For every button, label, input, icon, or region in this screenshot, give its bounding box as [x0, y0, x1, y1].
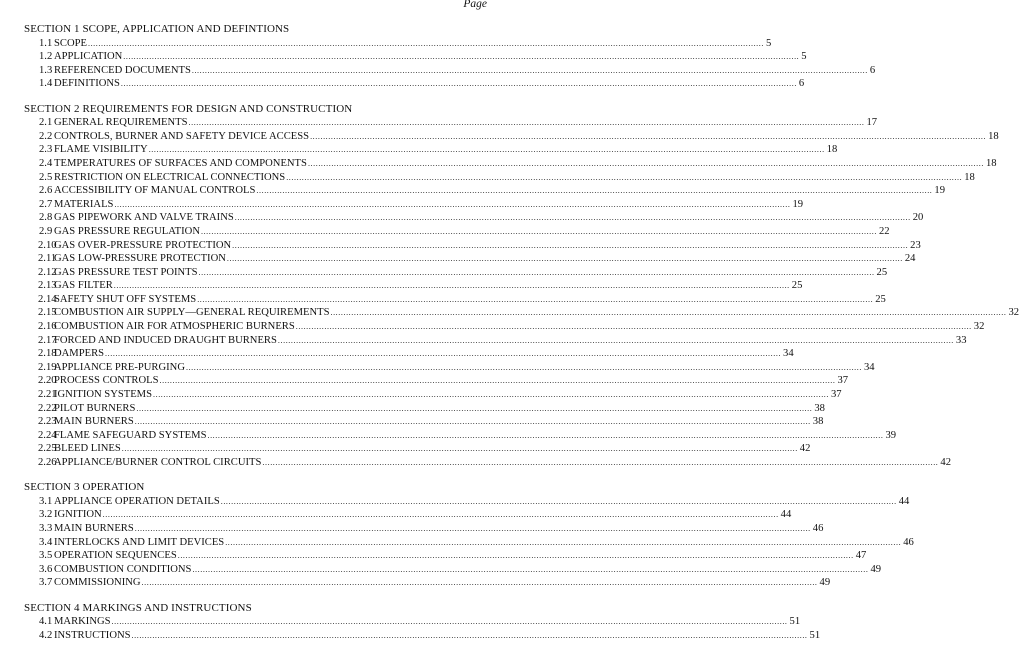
dot-leader: ....................................................................................................................................................................................................................................................................	[141, 578, 818, 588]
entry-page-number: 19	[792, 198, 804, 210]
dot-leader: ....................................................................................................................................................................................................................................................................	[113, 281, 790, 291]
dot-leader: ....................................................................................................................................................................................................................................................................	[102, 510, 779, 520]
entry-page-number: 6	[798, 78, 805, 90]
toc-entry[interactable]	[24, 293, 886, 307]
entry-title: APPLIANCE OPERATION DETAILS	[54, 495, 220, 507]
entry-number: 2.15	[38, 307, 57, 319]
entry-title: COMMISSIONING	[54, 577, 141, 589]
entry-page-number: 19	[934, 185, 945, 197]
entry-title: DAMPERS	[54, 348, 105, 360]
entry-page-number: 34	[783, 348, 794, 360]
dot-leader: ....................................................................................................................................................................................................................................................................	[148, 145, 825, 155]
dot-leader: ....................................................................................................................................................................................................................................................................	[114, 199, 791, 209]
entry-page-number: 25	[876, 266, 888, 278]
dot-leader: ....................................................................................................................................................................................................................................................................	[262, 458, 939, 467]
entry-number: 1.2	[39, 51, 53, 63]
entry-title: BLEED LINES	[54, 443, 121, 455]
entry-number: 2.26	[38, 457, 57, 468]
entry-title: SAFETY SHUT OFF SYSTEMS	[54, 293, 197, 305]
entry-title: TEMPERATURES OF SURFACES AND COMPONENTS	[54, 157, 307, 169]
toc-entry[interactable]	[24, 279, 803, 293]
entry-page-number: 18	[988, 130, 999, 142]
toc-entry[interactable]	[24, 37, 772, 51]
dot-leader: ....................................................................................................................................................................................................................................................................	[191, 65, 868, 75]
entry-title: MATERIALS	[54, 198, 114, 210]
toc-entry[interactable]	[24, 442, 811, 456]
dot-leader: ....................................................................................................................................................................................................................................................................	[185, 362, 862, 372]
entry-title: ACCESSIBILITY OF MANUAL CONTROLS	[54, 185, 256, 197]
toc-entry[interactable]	[24, 211, 924, 225]
toc-entry[interactable]	[24, 334, 967, 348]
section-entries	[24, 37, 876, 91]
entry-number: 2.13	[38, 280, 57, 292]
page-column-label: Page	[463, 0, 487, 10]
entry-number: 2.10	[38, 239, 57, 251]
entry-number: 1.1	[39, 37, 53, 49]
entry-title: SCOPE	[54, 37, 87, 49]
entry-title: CONTROLS, BURNER AND SAFETY DEVICE ACCESS	[54, 130, 310, 142]
toc-entry[interactable]	[24, 130, 999, 144]
entry-number: 2.20	[38, 375, 57, 387]
dot-leader: ....................................................................................................................................................................................................................................................................	[123, 52, 800, 62]
toc-entry[interactable]	[24, 495, 910, 509]
entry-number: 2.21	[38, 389, 57, 401]
entry-page-number: 38	[814, 402, 825, 414]
entry-page-number: 32	[973, 321, 985, 333]
section-entries	[24, 495, 914, 590]
entry-number: 3.2	[39, 509, 53, 521]
entry-number: 1.4	[39, 78, 53, 90]
entry-page-number: 44	[780, 509, 792, 521]
entry-page-number: 49	[819, 577, 831, 589]
entry-number: 2.1	[39, 117, 53, 129]
entry-title: APPLIANCE/BURNER CONTROL CIRCUITS	[54, 457, 262, 468]
entry-title: PILOT BURNERS	[54, 402, 136, 414]
toc-entry[interactable]	[24, 171, 975, 185]
entry-title: FLAME SAFEGUARD SYSTEMS	[54, 429, 207, 441]
entry-title: DEFINITIONS	[54, 78, 120, 90]
entry-title: INSTRUCTIONS	[54, 629, 131, 641]
entry-title: FLAME VISIBILITY	[54, 144, 148, 156]
entry-page-number: 6	[869, 64, 876, 76]
toc-entry[interactable]	[24, 184, 945, 198]
entry-number: 2.25	[38, 443, 57, 455]
dot-leader: ....................................................................................................................................................................................................................................................................	[198, 267, 875, 277]
entry-title: GAS PRESSURE REGULATION	[54, 225, 200, 237]
toc-entry[interactable]	[24, 388, 842, 402]
entry-number: 2.11	[38, 253, 57, 265]
entry-number: 2.14	[38, 293, 57, 305]
table-of-contents	[24, 23, 1019, 642]
toc-entry[interactable]	[24, 456, 951, 470]
toc-entry[interactable]	[24, 508, 792, 522]
entry-number: 2.9	[39, 225, 53, 237]
toc-entry[interactable]	[24, 252, 916, 266]
entry-page-number: 32	[1008, 307, 1019, 319]
dot-leader: ....................................................................................................................................................................................................................................................................	[286, 172, 963, 182]
entry-title: GAS OVER-PRESSURE PROTECTION	[54, 239, 232, 251]
entry-title: OPERATION SEQUENCES	[54, 550, 177, 562]
toc-entry[interactable]	[24, 64, 876, 78]
entry-title: GENERAL REQUIREMENTS	[54, 117, 188, 129]
toc-entry[interactable]	[24, 266, 888, 280]
toc-entry[interactable]	[24, 429, 897, 443]
entry-number: 3.3	[39, 522, 53, 534]
entry-number: 2.8	[39, 212, 53, 224]
entry-page-number: 42	[799, 443, 811, 455]
entry-number: 4.2	[39, 629, 53, 641]
entry-page-number: 49	[870, 563, 882, 575]
entry-page-number: 33	[955, 334, 967, 346]
section-heading: SECTION 2 REQUIREMENTS FOR DESIGN AND CONSTRUCTION	[24, 102, 353, 115]
toc-entry[interactable]	[24, 347, 794, 361]
dot-leader: ....................................................................................................................................................................................................................................................................	[234, 213, 911, 223]
dot-leader: ....................................................................................................................................................................................................................................................................	[153, 390, 829, 400]
toc-entry[interactable]	[24, 374, 849, 388]
dot-leader: ....................................................................................................................................................................................................................................................................	[197, 294, 874, 304]
entry-title: APPLIANCE PRE-PURGING	[54, 361, 185, 373]
entry-page-number: 38	[812, 416, 824, 428]
dot-leader: ....................................................................................................................................................................................................................................................................	[232, 240, 909, 250]
dot-leader: ....................................................................................................................................................................................................................................................................	[120, 79, 797, 89]
entry-number: 3.6	[39, 563, 53, 575]
dot-leader: ....................................................................................................................................................................................................................................................................	[159, 376, 836, 386]
entry-page-number: 17	[866, 117, 878, 129]
toc-entry[interactable]	[24, 415, 824, 429]
toc-entry[interactable]	[24, 198, 804, 212]
entry-page-number: 37	[837, 375, 849, 387]
entry-number: 2.16	[38, 321, 57, 333]
dot-leader: ....................................................................................................................................................................................................................................................................	[134, 417, 811, 427]
dot-leader: ....................................................................................................................................................................................................................................................................	[220, 496, 897, 506]
entry-title: GAS PRESSURE TEST POINTS	[54, 266, 198, 278]
toc-entry[interactable]	[24, 239, 921, 253]
entry-page-number: 25	[791, 280, 803, 292]
entry-page-number: 23	[910, 239, 921, 251]
entry-number: 2.18	[38, 348, 57, 360]
toc-entry[interactable]	[24, 143, 838, 157]
entry-number: 1.3	[39, 64, 53, 76]
entry-title: COMBUSTION CONDITIONS	[54, 563, 192, 575]
dot-leader: ....................................................................................................................................................................................................................................................................	[200, 226, 877, 236]
toc-entry[interactable]	[24, 306, 1019, 320]
entry-number: 2.17	[38, 334, 57, 346]
dot-leader: ....................................................................................................................................................................................................................................................................	[131, 630, 808, 640]
toc-entry[interactable]	[24, 629, 821, 643]
section-entries	[24, 116, 1019, 469]
toc-entry[interactable]	[24, 549, 867, 563]
toc-entry[interactable]	[24, 536, 914, 550]
entry-title: INTERLOCKS AND LIMIT DEVICES	[54, 536, 225, 548]
toc-entry[interactable]	[24, 522, 824, 536]
toc-entry[interactable]	[24, 157, 997, 171]
entry-title: COMBUSTION AIR SUPPLY—GENERAL REQUIREMENTS	[54, 307, 330, 319]
toc-entry[interactable]	[24, 361, 875, 375]
dot-leader: ....................................................................................................................................................................................................................................................................	[330, 308, 1007, 318]
entry-page-number: 20	[912, 212, 924, 224]
entry-title: RESTRICTION ON ELECTRICAL CONNECTIONS	[54, 171, 286, 183]
toc-entry[interactable]	[24, 116, 878, 130]
entry-page-number: 18	[964, 171, 975, 183]
entry-number: 2.12	[38, 266, 57, 278]
entry-page-number: 18	[826, 144, 838, 156]
entry-page-number: 25	[875, 293, 886, 305]
entry-title: GAS PIPEWORK AND VALVE TRAINS	[54, 212, 234, 224]
entry-number: 3.5	[39, 550, 53, 562]
entry-title: APPLICATION	[54, 51, 123, 63]
entry-title: MAIN BURNERS	[54, 522, 134, 534]
entry-number: 3.4	[39, 536, 53, 548]
section-heading: SECTION 1 SCOPE, APPLICATION AND DEFINTIONS	[24, 23, 290, 35]
dot-leader: ....................................................................................................................................................................................................................................................................	[111, 617, 788, 627]
entry-number: 2.6	[39, 185, 53, 197]
entry-page-number: 5	[765, 37, 772, 49]
toc-entry[interactable]	[24, 77, 805, 91]
toc-entry[interactable]	[24, 563, 882, 577]
dot-leader: ....................................................................................................................................................................................................................................................................	[192, 564, 869, 574]
dot-leader: ....................................................................................................................................................................................................................................................................	[310, 131, 987, 141]
entry-number: 2.19	[38, 361, 57, 373]
toc-entry[interactable]	[24, 225, 890, 239]
dot-leader: ....................................................................................................................................................................................................................................................................	[136, 403, 813, 413]
entry-page-number: 42	[940, 457, 951, 468]
entry-page-number: 39	[885, 429, 897, 441]
entry-page-number: 18	[985, 157, 997, 169]
entry-number: 2.5	[39, 171, 53, 183]
section-entries	[24, 615, 821, 642]
entry-title: COMBUSTION AIR FOR ATMOSPHERIC BURNERS	[54, 321, 295, 333]
entry-number: 2.7	[39, 198, 53, 210]
dot-leader: ....................................................................................................................................................................................................................................................................	[207, 430, 884, 440]
entry-number: 2.24	[38, 429, 57, 441]
entry-number: 2.4	[39, 157, 53, 169]
dot-leader: ....................................................................................................................................................................................................................................................................	[121, 444, 798, 454]
entry-title: IGNITION SYSTEMS	[54, 389, 152, 401]
dot-leader: ....................................................................................................................................................................................................................................................................	[277, 335, 954, 345]
entry-page-number: 44	[898, 495, 910, 507]
entry-number: 2.2	[39, 130, 53, 142]
entry-title: PROCESS CONTROLS	[54, 375, 159, 387]
toc-entry[interactable]	[24, 320, 985, 334]
dot-leader: ....................................................................................................................................................................................................................................................................	[134, 523, 811, 533]
entry-number: 3.7	[39, 577, 53, 589]
toc-entry[interactable]	[24, 402, 825, 416]
entry-number: 4.1	[39, 616, 53, 628]
entry-title: MARKINGS	[54, 616, 111, 628]
dot-leader: ....................................................................................................................................................................................................................................................................	[256, 186, 933, 196]
entry-number: 3.1	[39, 495, 53, 507]
section-heading: SECTION 4 MARKINGS AND INSTRUCTIONS	[24, 601, 252, 614]
entry-title: FORCED AND INDUCED DRAUGHT BURNERS	[54, 334, 277, 346]
toc-entry[interactable]	[24, 576, 831, 590]
section-heading: SECTION 3 OPERATION	[24, 481, 145, 494]
entry-page-number: 22	[878, 225, 890, 237]
dot-leader: ....................................................................................................................................................................................................................................................................	[225, 537, 902, 547]
entry-page-number: 51	[789, 616, 801, 628]
toc-entry[interactable]	[24, 50, 807, 64]
entry-page-number: 5	[801, 51, 807, 63]
toc-entry[interactable]	[24, 615, 801, 629]
entry-number: 2.3	[39, 144, 53, 156]
entry-title: GAS FILTER	[54, 280, 113, 292]
entry-title: REFERENCED DOCUMENTS	[54, 64, 191, 76]
dot-leader: ....................................................................................................................................................................................................................................................................	[295, 322, 972, 332]
dot-leader: ....................................................................................................................................................................................................................................................................	[188, 118, 865, 128]
dot-leader: ....................................................................................................................................................................................................................................................................	[87, 38, 764, 48]
dot-leader: ....................................................................................................................................................................................................................................................................	[177, 551, 854, 561]
entry-number: 2.23	[38, 416, 57, 428]
entry-page-number: 37	[831, 389, 842, 401]
dot-leader: ....................................................................................................................................................................................................................................................................	[307, 158, 984, 168]
entry-number: 2.22	[38, 402, 57, 414]
entry-title: GAS LOW-PRESSURE PROTECTION	[54, 253, 226, 265]
dot-leader: ....................................................................................................................................................................................................................................................................	[105, 349, 782, 359]
entry-page-number: 46	[812, 522, 824, 534]
entry-title: MAIN BURNERS	[54, 416, 134, 428]
entry-title: IGNITION	[54, 509, 102, 521]
entry-page-number: 34	[863, 361, 875, 373]
dot-leader: ....................................................................................................................................................................................................................................................................	[226, 254, 903, 264]
entry-page-number: 24	[904, 253, 916, 265]
entry-page-number: 47	[855, 550, 867, 562]
entry-page-number: 46	[903, 536, 914, 548]
entry-page-number: 51	[809, 629, 821, 641]
